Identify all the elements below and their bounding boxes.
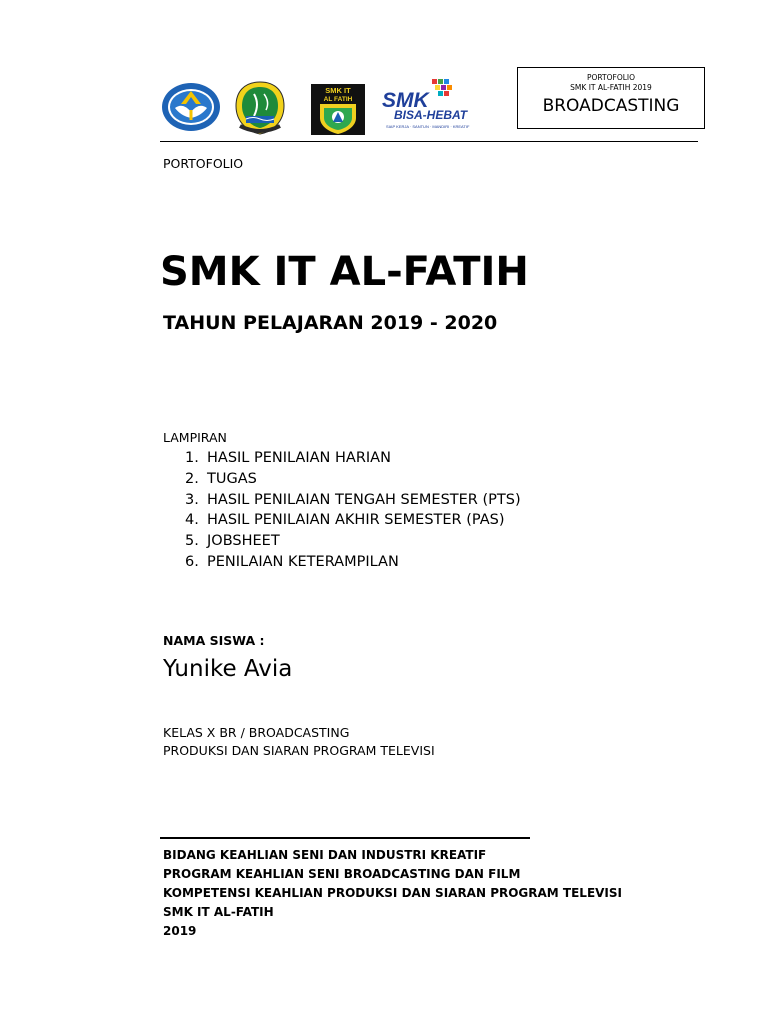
program-line: PRODUKSI DAN SIARAN PROGRAM TELEVISI	[163, 743, 435, 758]
list-item	[185, 448, 521, 469]
list-item-text: TUGAS	[207, 470, 257, 487]
smk-bisa-text: SMK	[382, 89, 429, 112]
list-item-text: JOBSHEET	[207, 533, 280, 550]
footer-divider	[160, 837, 530, 839]
list-item-number: 2.	[185, 470, 199, 487]
list-item-text: HASIL PENILAIAN TENGAH SEMESTER (PTS)	[207, 491, 521, 508]
list-item	[185, 490, 521, 511]
list-item-number: 6.	[185, 553, 199, 570]
list-item	[185, 552, 521, 573]
bisa-hebat-tagline: SIAP KERJA · SANTUN · MANDIRI · KREATIF	[386, 124, 470, 129]
lampiran-heading: LAMPIRAN	[163, 430, 227, 445]
list-item-number: 1.	[185, 450, 199, 466]
page-title: SMK IT AL-FATIH	[160, 249, 529, 295]
list-item-text: HASIL PENILAIAN HARIAN	[207, 450, 391, 466]
list-item-number: 4.	[185, 512, 199, 529]
smk-bisa-hebat-logo	[380, 77, 476, 131]
footer-kompetensi: KOMPETENSI KEAHLIAN PRODUKSI DAN SIARAN PROGRAM TELEVISI	[163, 886, 623, 900]
header-box-line3: BROADCASTING	[542, 96, 680, 116]
list-item	[185, 510, 521, 531]
nama-siswa-value: Yunike Avia	[163, 656, 293, 682]
smk-it-al-fatih-logo	[311, 84, 365, 135]
footer-bidang: BIDANG KEAHLIAN SENI DAN INDUSTRI KREATIF	[163, 848, 487, 862]
bisa-hebat-text: BISA-HEBAT	[394, 108, 468, 122]
page-subtitle: TAHUN PELAJARAN 2019 - 2020	[163, 312, 498, 334]
list-item-number: 5.	[185, 533, 199, 550]
kelas-line: KELAS X BR / BROADCASTING	[163, 725, 350, 740]
header-divider	[160, 141, 698, 142]
footer-school: SMK IT AL-FATIH	[163, 905, 274, 919]
jawa-barat-emblem	[234, 80, 286, 136]
tut-wuri-handayani-emblem	[161, 82, 221, 132]
list-item-text: HASIL PENILAIAN AKHIR SEMESTER (PAS)	[207, 512, 505, 529]
nama-siswa-label: NAMA SISWA :	[163, 633, 265, 648]
header-box-line1: PORTOFOLIO	[586, 73, 636, 82]
list-item-text: PENILAIAN KETERAMPILAN	[207, 553, 399, 570]
lampiran-list	[185, 448, 521, 573]
header-box	[517, 67, 705, 129]
list-item	[185, 469, 521, 490]
logo-text-line1: SMK IT	[325, 86, 351, 95]
list-item	[185, 531, 521, 552]
header-box-line2: SMK IT AL-FATIH 2019	[570, 83, 652, 92]
list-item-number: 3.	[185, 491, 199, 508]
footer-year: 2019	[163, 924, 197, 938]
logo-text-line2: AL FATIH	[323, 96, 353, 103]
portofolio-label: PORTOFOLIO	[163, 156, 244, 171]
footer-program: PROGRAM KEAHLIAN SENI BROADCASTING DAN FILM	[163, 867, 521, 881]
